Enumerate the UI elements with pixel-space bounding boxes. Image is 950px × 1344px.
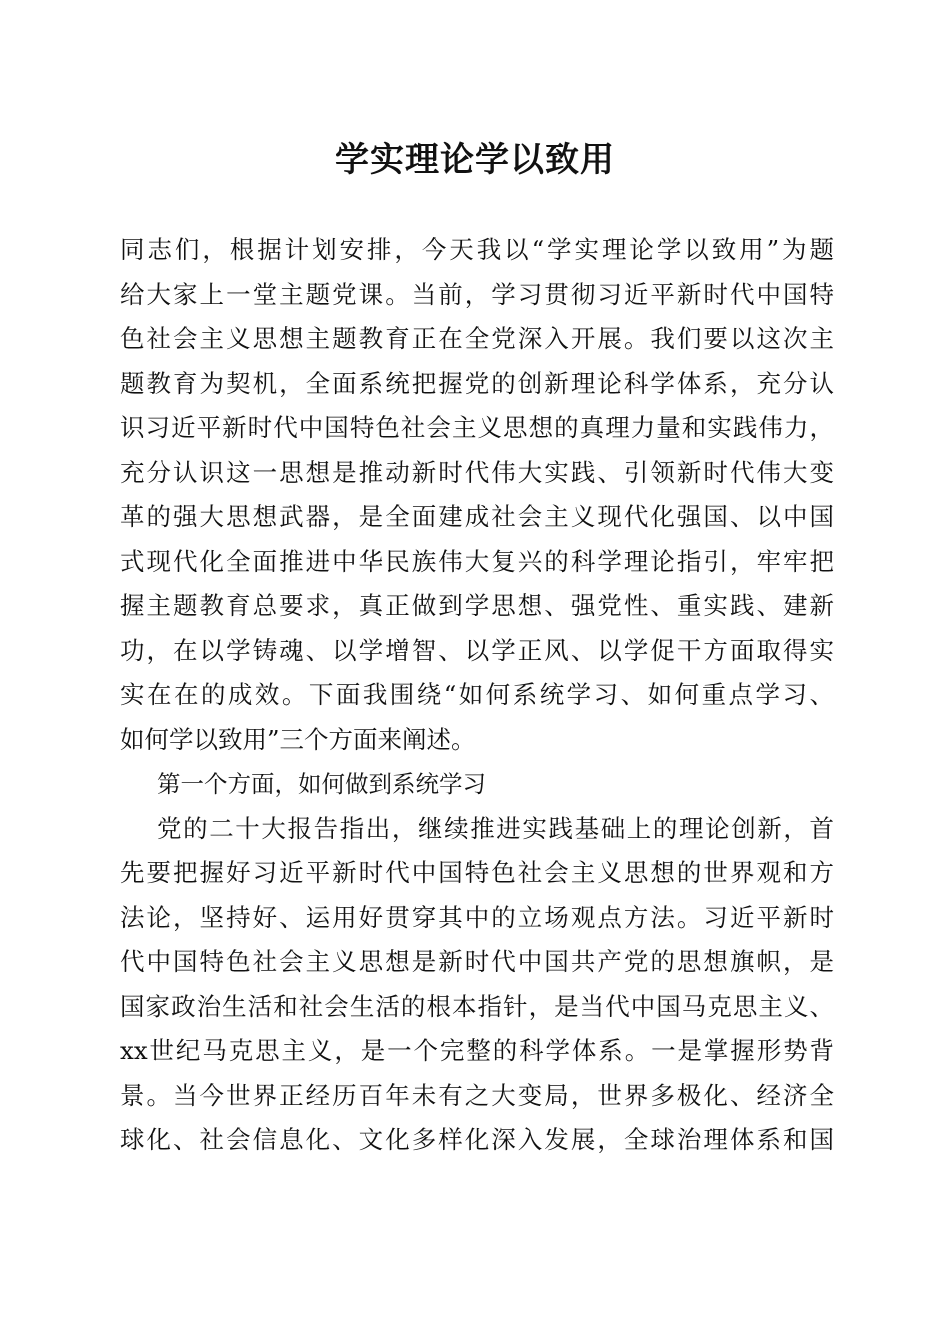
paragraph-line: 先要把握好习近平新时代中国特色社会主义思想的世界观和方 [120, 858, 834, 887]
paragraph-line: 党的二十大报告指出，继续推进实践基础上的理论创新，首 [157, 813, 834, 843]
section-heading: 第一个方面，如何做到系统学习 [157, 770, 486, 798]
paragraph-line: 题教育为契机，全面系统把握党的创新理论科学体系，充分认 [120, 368, 834, 398]
document-body [120, 228, 834, 1163]
paragraph-line: 色社会主义思想主题教育正在全党深入开展。我们要以这次主 [120, 324, 834, 353]
paragraph-line: 如何学以致用”三个方面来阐述。 [120, 724, 476, 754]
paragraph-line: 式现代化全面推进中华民族伟大复兴的科学理论指引，牢牢把 [120, 546, 834, 576]
paragraph-line: 功，在以学铸魂、以学增智、以学正风、以学促干方面取得实 [120, 635, 834, 665]
paragraph-line: 代中国特色社会主义思想是新时代中国共产党的思想旗帜，是 [120, 947, 834, 976]
document-title: 学实理论学以致用 [335, 140, 615, 180]
paragraph-line: 实在在的成效。下面我围绕“如何系统学习、如何重点学习、 [120, 680, 834, 709]
paragraph-line: 景。当今世界正经历百年未有之大变局，世界多极化、经济全 [120, 1080, 834, 1110]
paragraph-line: 同志们，根据计划安排，今天我以“学实理论学以致用”为题 [120, 235, 834, 264]
paragraph-line: 革的强大思想武器，是全面建成社会主义现代化强国、以中国 [120, 502, 834, 531]
paragraph-line: 充分认识这一思想是推动新时代伟大实践、引领新时代伟大变 [120, 457, 834, 487]
paragraph-line: 球化、社会信息化、文化多样化深入发展，全球治理体系和国 [120, 1125, 834, 1154]
paragraph-line: 握主题教育总要求，真正做到学思想、强党性、重实践、建新 [120, 591, 834, 620]
paragraph-line: 给大家上一堂主题党课。当前，学习贯彻习近平新时代中国特 [120, 279, 834, 309]
paragraph-line: 法论，坚持好、运用好贯穿其中的立场观点方法。习近平新时 [120, 902, 834, 932]
paragraph-line: 识习近平新时代中国特色社会主义思想的真理力量和实践伟力， [120, 413, 834, 442]
paragraph-line: xx世纪马克思主义，是一个完整的科学体系。一是掌握形势背 [120, 1036, 834, 1065]
paragraph-line: 国家政治生活和社会生活的根本指针，是当代中国马克思主义、 [120, 991, 834, 1021]
